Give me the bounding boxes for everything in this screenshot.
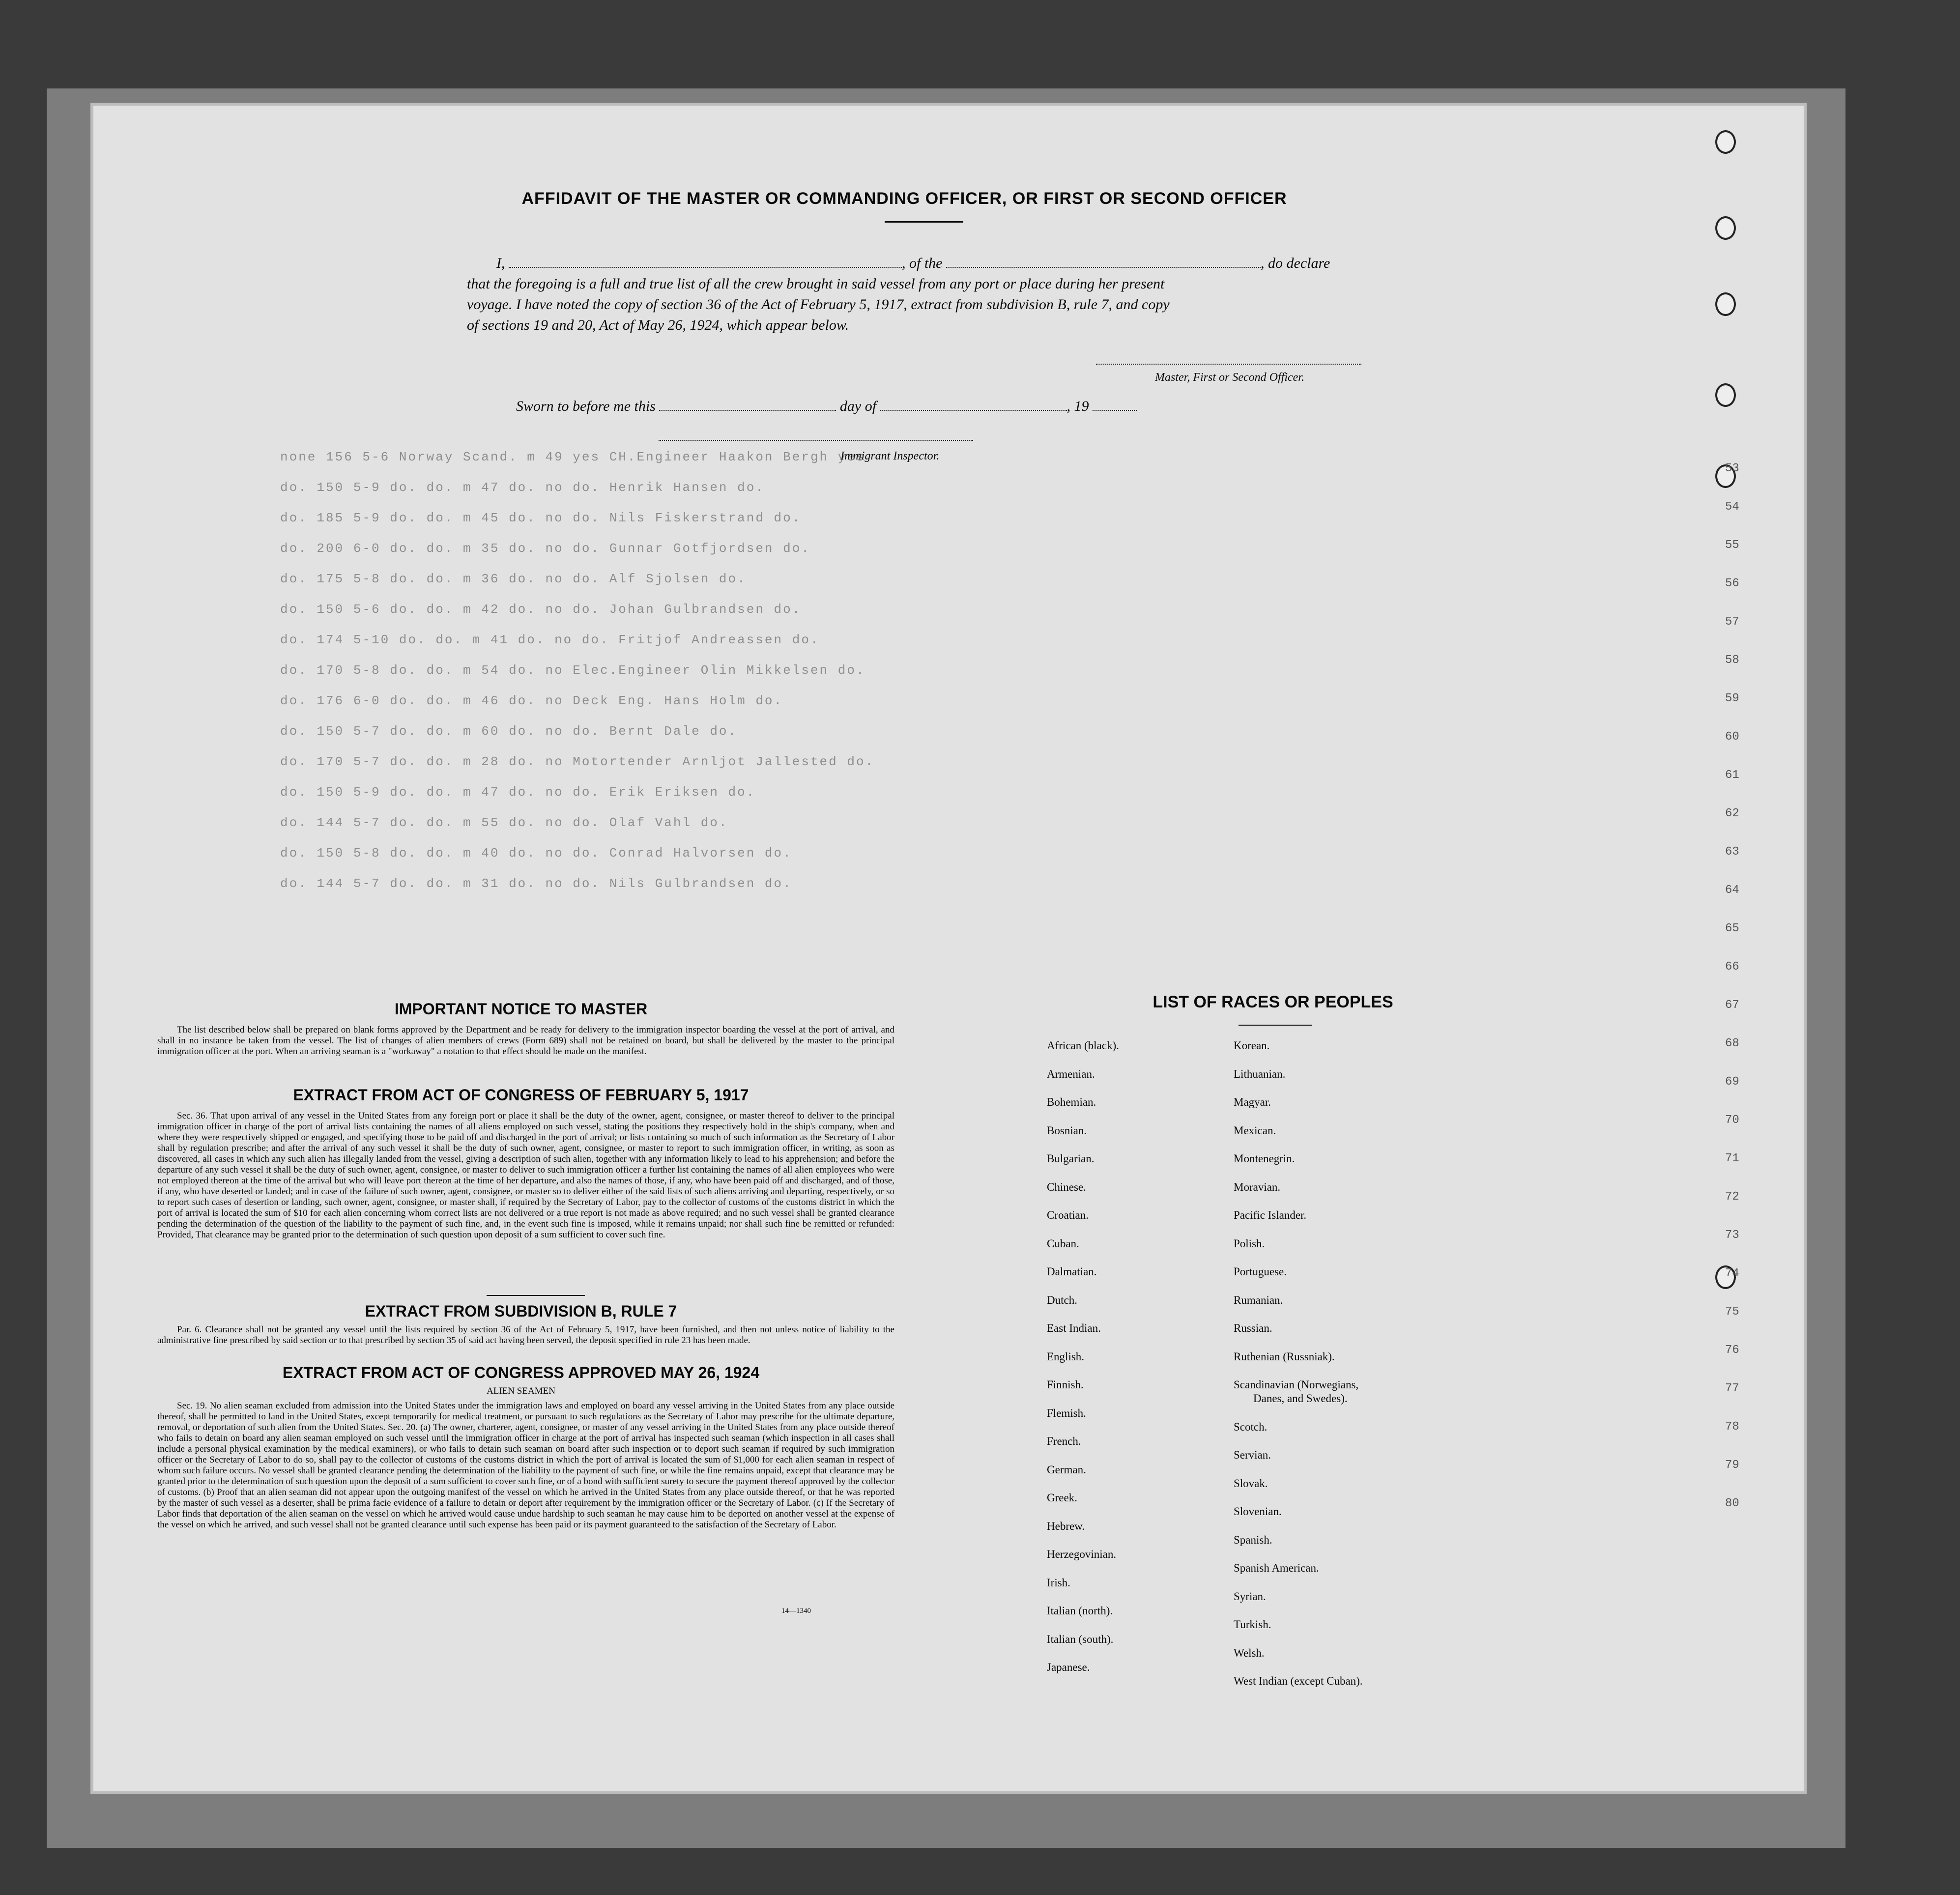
race-item: Servian. (1234, 1449, 1271, 1461)
margin-number: 76 (1725, 1344, 1739, 1357)
race-item: Turkish. (1234, 1618, 1271, 1631)
race-item: Scandinavian (Norwegians, (1234, 1378, 1359, 1391)
race-item: Bulgarian. (1047, 1152, 1095, 1165)
race-item: Japanese. (1047, 1661, 1090, 1673)
margin-number: 55 (1725, 539, 1739, 552)
bleed-row: do. 144 5-7 do. do. m 55 do. no do. Olaf Vahl do. (280, 815, 728, 830)
bleed-row: do. 150 5-9 do. do. m 47 do. no do. Erik Eriksen do. (280, 785, 756, 800)
sworn-month-blank[interactable] (880, 410, 1067, 411)
margin-number: 68 (1725, 1037, 1739, 1050)
race-item: Rumanian. (1234, 1293, 1283, 1306)
bleed-row: none 156 5-6 Norway Scand. m 49 yes CH.Engineer Haakon Bergh yes (280, 450, 865, 464)
race-item: Dutch. (1047, 1293, 1077, 1306)
race-item: Italian (north). (1047, 1605, 1113, 1617)
bleed-row: do. 174 5-10 do. do. m 41 do. no do. Fritjof Andreassen do. (280, 632, 820, 647)
race-item: Lithuanian. (1234, 1067, 1286, 1080)
divider (1239, 1025, 1312, 1026)
race-item: Armenian. (1047, 1067, 1095, 1080)
margin-number: 61 (1725, 769, 1739, 782)
master-label: Master, First or Second Officer. (1155, 371, 1304, 384)
margin-number: 73 (1725, 1229, 1739, 1242)
race-item: Magyar. (1234, 1096, 1271, 1108)
race-item: Slovenian. (1234, 1505, 1282, 1518)
race-item: French. (1047, 1435, 1081, 1447)
bleed-row: do. 150 5-8 do. do. m 40 do. no do. Conrad Halvorsen do. (280, 846, 792, 861)
vessel-blank[interactable] (946, 267, 1261, 268)
divider (487, 1295, 585, 1296)
race-item: Korean. (1234, 1039, 1270, 1052)
document-page (93, 106, 1804, 1791)
bleed-row: do. 150 5-9 do. do. m 47 do. no do. Henrik Hansen do. (280, 480, 765, 495)
margin-number: 57 (1725, 615, 1739, 629)
declaration-line-2: that the foregoing is a full and true list of all the crew brought in said vessel from any port or place during her present (467, 276, 1165, 292)
races-title: LIST OF RACES OR PEOPLES (1153, 993, 1393, 1011)
punch-hole (1715, 383, 1736, 407)
race-item: Welsh. (1234, 1646, 1265, 1659)
sworn-year-blank[interactable] (1093, 410, 1137, 411)
name-blank[interactable] (509, 267, 902, 268)
race-item: Montenegrin. (1234, 1152, 1295, 1165)
margin-number: 78 (1725, 1420, 1739, 1434)
bleed-row: do. 150 5-6 do. do. m 42 do. no do. Johan Gulbrandsen do. (280, 602, 802, 617)
race-item: Ruthenian (Russniak). (1234, 1350, 1335, 1363)
race-item: Portuguese. (1234, 1265, 1287, 1278)
margin-number: 72 (1725, 1190, 1739, 1204)
margin-number: 56 (1725, 577, 1739, 590)
race-item: Spanish. (1234, 1533, 1272, 1546)
declaration-line-4: of sections 19 and 20, Act of May 26, 1924, which appear below. (467, 317, 849, 333)
margin-number: 66 (1725, 960, 1739, 974)
affidavit-title: AFFIDAVIT OF THE MASTER OR COMMANDING OFFICER, OR FIRST OR SECOND OFFICER (521, 189, 1287, 208)
margin-number: 59 (1725, 692, 1739, 705)
race-item: Syrian. (1234, 1590, 1266, 1603)
master-signature-line[interactable] (1096, 364, 1361, 365)
form-number: 14—1340 (781, 1607, 811, 1615)
margin-number: 58 (1725, 654, 1739, 667)
race-item: Polish. (1234, 1237, 1265, 1250)
race-item: Irish. (1047, 1576, 1070, 1589)
inspector-label: Immigrant Inspector. (840, 450, 940, 462)
margin-numbers (1725, 450, 1755, 1523)
punch-hole (1715, 130, 1736, 154)
race-item: Scotch. (1234, 1420, 1268, 1433)
notice-title: IMPORTANT NOTICE TO MASTER (394, 1000, 648, 1018)
bleed-row: do. 185 5-9 do. do. m 45 do. no do. Nils Fiskerstrand do. (280, 511, 802, 525)
declaration-line-1 (467, 253, 1391, 274)
do-declare-label: , do declare (1261, 255, 1330, 271)
race-item: Croatian. (1047, 1209, 1089, 1221)
margin-number: 77 (1725, 1382, 1739, 1395)
race-item: Bosnian. (1047, 1124, 1087, 1137)
races-right-column (1234, 1039, 1489, 1687)
sworn-label: Sworn to before me this (516, 398, 656, 414)
bleed-row: do. 144 5-7 do. do. m 31 do. no do. Nils Gulbrandsen do. (280, 876, 792, 891)
margin-number: 80 (1725, 1497, 1739, 1510)
extract-rule7-text: Par. 6. Clearance shall not be granted any vessel until the lists required by section 36 of the Act of February 5, 1917, have been furnished, and then not unless notice of liability to the administrative fine prescribed by said section or to that prescribed by section 35 of said act having been served, the deposit specified in rule 23 has been made. (157, 1324, 894, 1346)
race-item: Italian (south). (1047, 1633, 1114, 1645)
margin-number: 67 (1725, 999, 1739, 1012)
affidavit-declaration (467, 253, 1391, 336)
race-item: Flemish. (1047, 1407, 1086, 1419)
race-item: Greek. (1047, 1492, 1077, 1504)
margin-number: 53 (1725, 462, 1739, 475)
punch-hole (1715, 292, 1736, 316)
margin-number: 65 (1725, 922, 1739, 935)
extract-1917-text: Sec. 36. That upon arrival of any vessel in the United States from any foreign port or place it shall be the duty of the owner, agent, consignee, or master thereof to deliver to the principal immigration officer in charge of the port of arrival lists containing the names of all aliens employed on such vessel, stating the positions they respectively hold in the ship's company, when and where they were respectively shipped or engaged, and specifying those to be paid off and discharged in the port of arrival; or lists containing so much of such information as the Secretary of Labor shall by regulation prescribe; and after the arrival of any such vessel it shall be the duty of such owner, agent, consignee, or master to report to such immigration officer, in writing, as soon as discovered, all cases in which any such alien has illegally landed from the vessel, giving a description of such alien, together with any information likely to lead to his apprehension; and before the departure of any such vessel it shall be the duty of such owner, agent, consignee, or master to deliver to such immigration officer a further list containing the names of all alien employees who were not employed thereon at the time of the arrival but who will leave port thereon at the time of her departure, and also the names of those, if any, who have been paid off and discharged, and of those, if any, who have deserted or landed; and in case of the failure of such owner, agent, consignee, or master so to deliver either of the said lists of such aliens arriving and departing, respectively, or so to report such cases of desertion or landing, such owner, agent, consignee, or master shall, if required by the Secretary of Labor, pay to the collector of customs of the customs district in which the port of arrival is located the sum of $10 for each alien concerning whom correct lists are not delivered or a true report is not made as above required; and no such vessel shall be granted clearance pending the determination of the question of the liability to the payment of such fine, and, in the event such fine is imposed, while it remains unpaid; nor shall such fine be remitted or refunded: Provided, That clearance may be granted prior to the determination of such question upon deposit of a sum sufficient to cover such fine. (157, 1111, 894, 1240)
race-item: Mexican. (1234, 1124, 1276, 1137)
alien-seamen-subtitle: ALIEN SEAMEN (487, 1386, 555, 1396)
race-item: Cuban. (1047, 1237, 1079, 1250)
bleed-row: do. 170 5-8 do. do. m 54 do. no Elec.Engineer Olin Mikkelsen do. (280, 663, 865, 678)
race-item: African (black). (1047, 1039, 1119, 1052)
margin-number: 79 (1725, 1459, 1739, 1472)
margin-number: 70 (1725, 1114, 1739, 1127)
margin-number: 54 (1725, 500, 1739, 514)
margin-number: 74 (1725, 1267, 1739, 1280)
races-left-column (1047, 1039, 1224, 1673)
of-the-label: , of the (902, 255, 943, 271)
sworn-day-blank[interactable] (659, 410, 836, 411)
race-item: Spanish American. (1234, 1562, 1319, 1574)
race-item: Russian. (1234, 1322, 1272, 1334)
race-item: Danes, and Swedes). (1253, 1392, 1348, 1405)
race-item: West Indian (except Cuban). (1234, 1675, 1363, 1687)
extract-1924-title: EXTRACT FROM ACT OF CONGRESS APPROVED MAY 26, 1924 (282, 1364, 760, 1381)
margin-number: 69 (1725, 1075, 1739, 1089)
margin-number: 60 (1725, 730, 1739, 744)
race-item: Dalmatian. (1047, 1265, 1097, 1278)
bleed-row: do. 176 6-0 do. do. m 46 do. no Deck Eng. Hans Holm do. (280, 693, 783, 708)
bleed-row: do. 175 5-8 do. do. m 36 do. no do. Alf Sjolsen do. (280, 572, 747, 586)
race-item: Hebrew. (1047, 1520, 1085, 1532)
race-item: Pacific Islander. (1234, 1209, 1307, 1221)
race-item: Chinese. (1047, 1180, 1086, 1193)
race-item: Bohemian. (1047, 1096, 1096, 1108)
extract-rule7-title: EXTRACT FROM SUBDIVISION B, RULE 7 (365, 1302, 677, 1320)
year-label: , 19 (1066, 398, 1089, 414)
extract-1924-text: Sec. 19. No alien seaman excluded from admission into the United States under the immigration laws and employed on board any vessel arriving in the United States from any place outside thereof, shall be permitted to land in the United States, except temporarily for medical treatment, or pursuant to such regulations as the Secretary of Labor may prescribe for the ultimate departure, removal, or deportation of such alien from the United States. Sec. 20. (a) The owner, charterer, agent, consignee, or master of any vessel arriving in the United States from any place outside thereof who fails to detain on board any alien seaman employed on such vessel until the immigration officer in charge at the port of arrival has inspected such seaman (which inspection in all cases shall include a personal physical examination by the medical examiners), or who fails to detain such seaman on board after such inspection or to deport such seaman if required by such immigration officer or the Secretary of Labor to do so, shall pay to the collector of customs of the customs district in which the port of arrival is located the sum of $1,000 for each alien seaman in respect of whom such failure occurs. No vessel shall be granted clearance pending the determination of the liability to the payment of such fine, or while the fine remains unpaid, except that clearance may be granted prior to the determination of such question upon the deposit of a sum sufficient to cover such fine, or of a bond with sufficient surety to secure the payment thereof approved by the collector of customs. (b) Proof that an alien seaman did not appear upon the outgoing manifest of the vessel on which he arrived in the United States from any place outside thereof, or that he was reported by the master of such vessel as a deserter, shall be prima facie evidence of a failure to detain or deport after requirement by the immigration officer or the Secretary of Labor. (c) If the Secretary of Labor finds that deportation of the alien seaman on the vessel on which he arrived would cause undue hardship to such seaman he may cause him to be deported on another vessel at the expense of the vessel on which he arrived, and such vessel shall not be granted clearance until such expense has been paid or its payment guaranteed to the satisfaction of the Secretary of Labor. (157, 1401, 894, 1530)
race-item: German. (1047, 1463, 1086, 1476)
punch-hole (1715, 216, 1736, 240)
inspector-signature-line[interactable] (659, 440, 973, 441)
margin-number: 64 (1725, 884, 1739, 897)
margin-number: 75 (1725, 1305, 1739, 1319)
margin-number: 63 (1725, 845, 1739, 859)
bleed-row: do. 200 6-0 do. do. m 35 do. no do. Gunnar Gotfjordsen do. (280, 541, 810, 556)
race-item: English. (1047, 1350, 1085, 1363)
margin-number: 71 (1725, 1152, 1739, 1165)
race-item: Moravian. (1234, 1180, 1281, 1193)
bleed-row: do. 150 5-7 do. do. m 60 do. no do. Bernt Dale do. (280, 724, 738, 739)
divider (885, 221, 963, 223)
day-of-label: day of (839, 398, 877, 414)
declaration-line-3: voyage. I have noted the copy of section 36 of the Act of February 5, 1917, extract from subdivision B, rule 7, and copy (467, 296, 1170, 313)
bleed-row: do. 170 5-7 do. do. m 28 do. no Motortender Arnljot Jallested do. (280, 754, 875, 769)
race-item: Finnish. (1047, 1378, 1084, 1391)
race-item: Herzegovinian. (1047, 1548, 1117, 1560)
race-item: Slovak. (1234, 1477, 1268, 1490)
i-label: I, (496, 255, 505, 271)
race-item: East Indian. (1047, 1322, 1101, 1334)
notice-text: The list described below shall be prepared on blank forms approved by the Department and be ready for delivery to the immigration inspector boarding the vessel at the port of arrival, and shall in no instance be taken from the vessel. The list of changes of alien members of crews (Form 689) shall not be retained on board, but shall be delivered by the master to the principal immigration officer at the port. When an arriving seaman is a "workaway" a notation to that effect should be made on the manifest. (157, 1025, 894, 1057)
margin-number: 62 (1725, 807, 1739, 820)
sworn-line (516, 398, 1137, 415)
extract-1917-title: EXTRACT FROM ACT OF CONGRESS OF FEBRUARY 5, 1917 (293, 1086, 749, 1104)
